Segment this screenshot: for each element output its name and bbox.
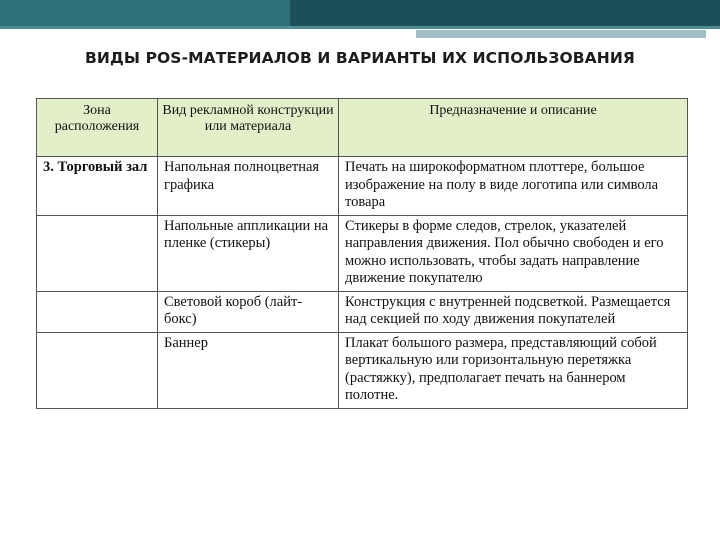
- material-type-cell: Баннер: [158, 332, 339, 408]
- header-type: Вид рекламной конструкции или материала: [158, 99, 339, 157]
- header-description: Предназначение и описание: [339, 99, 688, 157]
- header-band-dark: [290, 0, 720, 26]
- zone-cell: 3. Торговый зал: [37, 157, 158, 216]
- zone-cell-empty: [37, 215, 158, 291]
- table-header-row: [37, 99, 688, 157]
- material-type-cell: Напольные аппликации на пленке (стикеры): [158, 215, 339, 291]
- description-cell: Конструкция с внутренней подсветкой. Размещается над секцией по ходу движения покупателей: [339, 291, 688, 332]
- zone-cell-empty: [37, 332, 158, 408]
- table-row: [37, 291, 688, 332]
- header-accent-strip: [416, 30, 706, 38]
- table-row: [37, 215, 688, 291]
- table-row: [37, 157, 688, 216]
- material-type-cell: Световой короб (лайт-бокс): [158, 291, 339, 332]
- description-cell: Плакат большого размера, представляющий собой вертикальную или горизонтальную перетяжка (растяжку), предполагает печать на баннером полотне.: [339, 332, 688, 408]
- pos-materials-table: [36, 98, 688, 409]
- description-cell: Печать на широкоформатном плоттере, большое изображение на полу в виде логотипа или символа товара: [339, 157, 688, 216]
- slide-title: ВИДЫ POS-МАТЕРИАЛОВ И ВАРИАНТЫ ИХ ИСПОЛЬЗОВАНИЯ: [85, 49, 635, 67]
- table-row: [37, 332, 688, 408]
- description-cell: Стикеры в форме следов, стрелок, указателей направления движения. Пол обычно свободен и его можно использовать, чтобы задать направление движение покупателю: [339, 215, 688, 291]
- header-zone: Зона расположения: [37, 99, 158, 157]
- zone-cell-empty: [37, 291, 158, 332]
- material-type-cell: Напольная полноцветная графика: [158, 157, 339, 216]
- header-rule: [0, 26, 720, 29]
